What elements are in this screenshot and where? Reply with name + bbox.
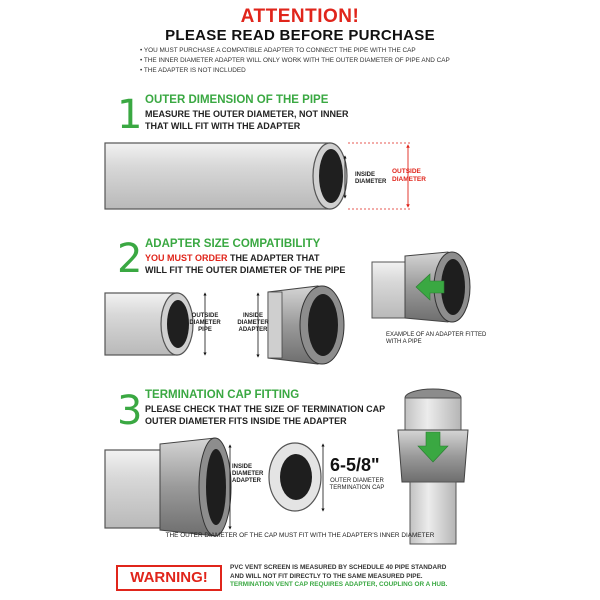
caption-line: EXAMPLE OF AN ADAPTER FITTED xyxy=(386,332,487,338)
step3-cap-size: 6-5/8" xyxy=(330,455,380,475)
requirement-item: • THE INNER DIAMETER ADAPTER WILL ONLY WORK WITH THE OUTER DIAMETER OF PIPE AND CAP xyxy=(140,56,580,66)
footer-note: THE OUTER DIAMETER OF THE CAP MUST FIT WITH THE ADAPTER'S INNER DIAMETER xyxy=(165,532,435,539)
step1-line: MEASURE THE OUTER DIAMETER, NOT INNER xyxy=(145,109,349,119)
step2-number: 2 xyxy=(117,236,143,282)
step3-line: PLEASE CHECK THAT THE SIZE OF TERMINATION CAP xyxy=(145,404,386,414)
step2-line xyxy=(145,253,345,265)
label-line: DIAMETER xyxy=(355,179,387,185)
step3-cap-label xyxy=(326,478,388,492)
step2-fitted-example-illustration xyxy=(372,252,470,322)
step3-instructions xyxy=(145,404,385,427)
step1-heading: OUTER DIMENSION OF THE PIPE xyxy=(145,94,329,106)
warning-line-highlight: TERMINATION VENT CAP REQUIRES ADAPTER, COUPLING OR A HUB. xyxy=(230,581,448,588)
label-line: INSIDE xyxy=(232,464,253,470)
step3-heading: TERMINATION CAP FITTING xyxy=(145,389,300,401)
step2-emphasis: YOU MUST ORDER xyxy=(145,253,228,263)
step3-vertical-assembly-illustration xyxy=(398,389,468,544)
step2-adapter-label xyxy=(231,313,275,334)
step3-cap-illustration xyxy=(269,443,323,511)
step1-outside-diameter-label xyxy=(392,168,432,183)
step1-instructions xyxy=(145,109,349,132)
label-line: INSIDE xyxy=(355,172,376,178)
caption-line: WITH A PIPE xyxy=(386,339,422,345)
label-line: ADAPTER xyxy=(238,327,268,333)
label-line: DIAMETER xyxy=(189,320,221,326)
label-line: DIAMETER xyxy=(392,175,426,183)
warning-line: AND WILL NOT FIT DIRECTLY TO THE SAME MEASURED PIPE. xyxy=(230,572,423,580)
label-line: DIAMETER xyxy=(232,471,264,477)
step3-line: OUTER DIAMETER FITS INSIDE THE ADAPTER xyxy=(145,415,347,426)
requirements-list xyxy=(140,46,580,76)
page-title: ATTENTION! xyxy=(240,6,360,27)
label-line: TERMINATION CAP xyxy=(329,485,385,491)
step2-line-rest: THE ADAPTER THAT xyxy=(227,253,320,263)
label-line: INSIDE xyxy=(242,313,263,319)
step2-heading: ADAPTER SIZE COMPATIBILITY xyxy=(145,238,321,250)
label-line: OUTSIDE xyxy=(191,313,219,319)
requirement-item: • YOU MUST PURCHASE A COMPATIBLE ADAPTER TO CONNECT THE PIPE WITH THE CAP xyxy=(140,46,580,56)
step2-line: WILL FIT THE OUTER DIAMETER OF THE PIPE xyxy=(145,264,346,275)
warning-text xyxy=(230,564,590,590)
label-line: ADAPTER xyxy=(232,478,262,484)
requirement-item: • THE ADAPTER IS NOT INCLUDED xyxy=(140,66,580,76)
step1-line: THAT WILL FIT WITH THE ADAPTER xyxy=(145,120,301,131)
step2-example-caption xyxy=(386,332,526,346)
step1-number: 1 xyxy=(117,92,143,138)
label-line: OUTER DIAMETER xyxy=(330,478,384,484)
warning-line: PVC VENT SCREEN IS MEASURED BY SCHEDULE 40 PIPE STANDARD xyxy=(230,564,447,571)
label-line: DIAMETER xyxy=(237,320,269,326)
page-subtitle: PLEASE READ BEFORE PURCHASE xyxy=(165,27,435,44)
warning-badge: WARNING! xyxy=(116,565,222,591)
step2-pipe-label xyxy=(183,313,227,334)
step3-number: 3 xyxy=(117,388,143,434)
step3-adapter-label xyxy=(232,464,272,485)
label-line: PIPE xyxy=(198,327,212,333)
step2-instructions xyxy=(145,253,345,276)
label-line: OUTSIDE xyxy=(392,168,421,175)
step3-adapter-pipe-illustration xyxy=(105,438,231,536)
